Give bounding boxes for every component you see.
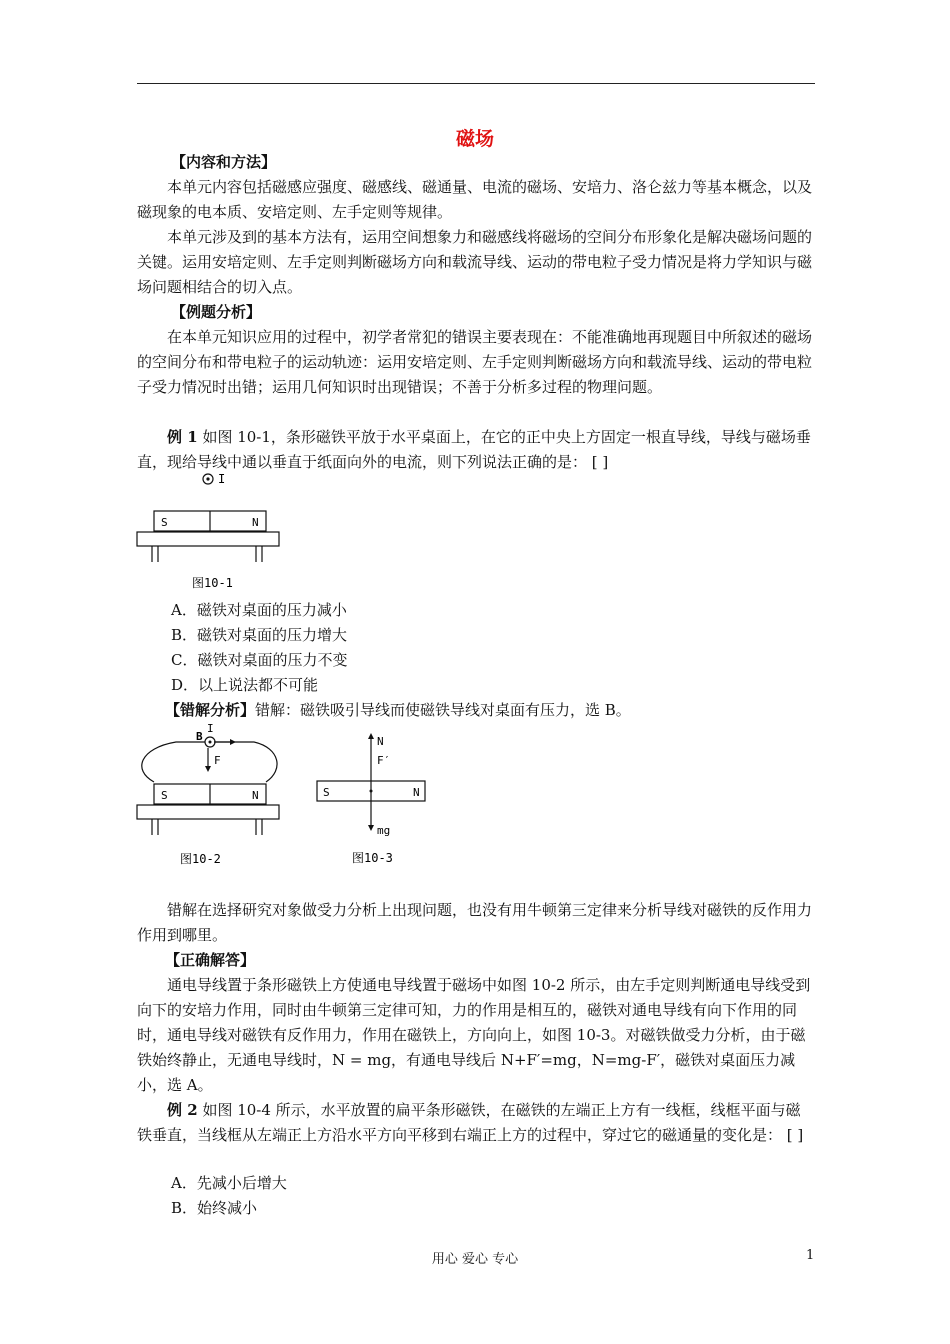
paragraph-common-errors: 在本单元知识应用的过程中，初学者常犯的错误主要表现在：不能准确地再现题目中所叙述的磁场的空间分布和带电粒子的运动轨迹：运用安培定则、左手定则判断磁场方向和载流导线、运动的带电粒子受力情况时出错；运用几何知识时出现错误；不善于分析多过程的物理问题。 [137, 328, 813, 396]
header-rule [137, 83, 815, 84]
example2-option-a: A．先减小后增大 [171, 1174, 287, 1192]
page-footer: 用心 爱心 专心 [431, 1252, 519, 1267]
example1-option-d: D．以上说法都不可能 [171, 676, 319, 694]
fig3-n-label: N [377, 735, 384, 748]
fig3-caption: 图10-3 [352, 851, 393, 865]
example1-label: 例 1 [167, 428, 198, 446]
fig2-field-line [142, 742, 277, 782]
example1-option-c: C．磁铁对桌面的压力不变 [171, 651, 348, 669]
page-title: 磁场 [455, 128, 494, 150]
section-correct-answer: 【正确解答】 [165, 951, 256, 969]
fig2-i-label: I [207, 722, 214, 735]
example1-text: 如图 10-1，条形磁铁平放于水平桌面上，在它的正中央上方固定一根直导线，导线与磁场垂直，现给导线中通以垂直于纸面向外的电流，则下列说法正确的是： [ ] [137, 428, 811, 471]
fig3-f-label: F′ [377, 754, 391, 767]
fig2-pole-n: N [252, 789, 259, 802]
paragraph-error-explanation: 错解在选择研究对象做受力分析上出现问题，也没有用牛顿第三定律来分析导线对磁铁的反作用力作用到哪里。 [137, 901, 813, 944]
paragraph-intro: 本单元内容包括磁感应强度、磁感线、磁通量、电流的磁场、安培力、洛仑兹力等基本概念，以及磁现象的电本质、安培定则、左手定则等规律。 [137, 178, 813, 221]
fig3-pole-n: N [413, 786, 420, 799]
fig1-pole-n: N [252, 516, 259, 529]
fig2-caption: 图10-2 [180, 852, 221, 866]
example2-text: 如图 10-4 所示，水平放置的扁平条形磁铁，在磁铁的左端正上方有一线框，线框平面与磁铁垂直，当线框从左端正上方沿水平方向平移到右端正上方的过程中，穿过它的磁通量的变化是： [ ] [137, 1101, 804, 1144]
example2-label: 例 2 [167, 1101, 198, 1119]
figure-10-3 [310, 725, 440, 870]
figure-10-1 [130, 468, 290, 598]
example1-option-a: A．磁铁对桌面的压力减小 [171, 601, 347, 619]
paragraph-methods: 本单元涉及到的基本方法有，运用空间想象力和磁感线将磁场的空间分布形象化是解决磁场问题的关键。运用安培定则、左手定则判断磁场方向和载流导线、运动的带电粒子受力情况是将力学知识与磁场问题相结合的切入点。 [137, 228, 813, 296]
paragraph-correct-answer: 通电导线置于条形磁铁上方使通电导线置于磁场中如图 10-2 所示，由左手定则判断通电导线受到向下的安培力作用，同时由牛顿第三定律可知，力的作用是相互的，磁铁对通电导线有向下作用的同时，通电导线对磁铁有反作用力，作用在磁铁上，方向向上，如图 10-3。对磁铁做受力分析，由于磁铁始终静止，无通电导线时，N = mg，有通电导线后 N+F′=mg，N=mg-F′，磁铁对桌面压力减小，选 A。 [137, 976, 811, 1094]
fig2-pole-s: S [161, 789, 168, 802]
section-example-analysis: 【例题分析】 [171, 303, 262, 321]
section-content-method: 【内容和方法】 [171, 153, 277, 171]
fig2-table [137, 805, 279, 819]
fig1-table [137, 532, 279, 546]
fig1-current-label: I [218, 472, 226, 486]
wrong-analysis-text: 错解：磁铁吸引导线而使磁铁导线对桌面有压力，选 B。 [255, 701, 631, 719]
figure-10-2 [130, 722, 290, 872]
fig3-mg-label: mg [377, 824, 391, 837]
fig2-b-label: B [196, 730, 203, 743]
page-number: 1 [806, 1248, 815, 1263]
example2-option-b: B．始终减小 [171, 1199, 258, 1217]
fig3-pole-s: S [323, 786, 330, 799]
wrong-analysis-label: 【错解分析】 [165, 701, 256, 719]
fig1-caption: 图10-1 [192, 576, 233, 590]
example2-question [137, 1098, 815, 1148]
fig2-f-label: F [214, 754, 221, 767]
example1-option-b: B．磁铁对桌面的压力增大 [171, 626, 348, 644]
example1-wrong-analysis [165, 698, 815, 723]
fig1-pole-s: S [161, 516, 168, 529]
